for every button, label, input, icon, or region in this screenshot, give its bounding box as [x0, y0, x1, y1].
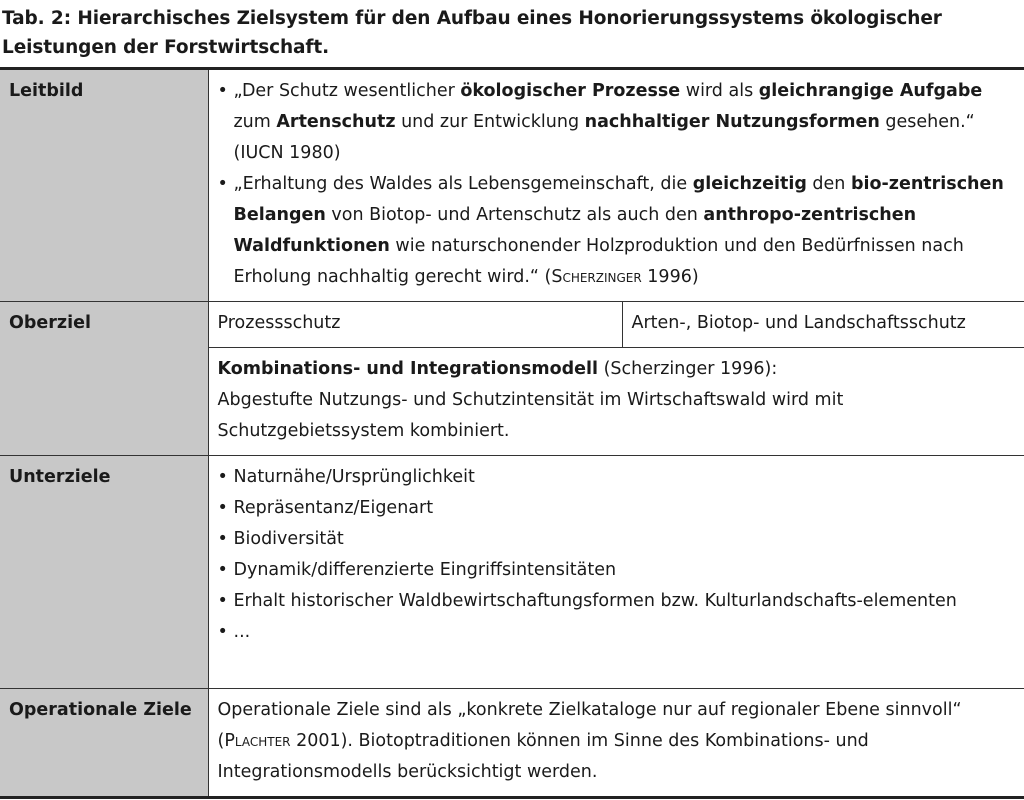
text-segment: 2001). Biotoptraditionen können im Sinne des Kombinations- und Integrationsmodells berücksichtigt werden.	[217, 731, 869, 782]
text-segment: und zur Entwicklung	[395, 112, 585, 132]
leitbild-bullet	[218, 76, 1017, 169]
unterziele-bullet-list	[218, 462, 1017, 648]
unterziele-content	[208, 456, 1024, 689]
row-label-leitbild: Leitbild	[0, 69, 208, 302]
model-description: Abgestufte Nutzungs- und Schutzintensität im Wirtschaftswald wird mit Schutzgebietssystem kombiniert.	[217, 390, 844, 441]
oberziel-prozessschutz: Prozessschutz	[208, 302, 622, 348]
emphasis-text: nachhaltiger Nutzungsformen	[584, 112, 880, 132]
leitbild-content	[208, 69, 1024, 302]
table-row-leitbild	[0, 69, 1024, 302]
text-segment: gesehen.“ (IUCN 1980)	[233, 112, 975, 163]
table-row-operationale	[0, 689, 1024, 798]
oberziel-artenschutz: Arten-, Biotop- und Landschaftsschutz	[622, 302, 1024, 348]
author-name: Plachter	[224, 731, 291, 751]
row-label-operationale: Operationale Ziele	[0, 689, 208, 798]
text-segment: 1996)	[641, 267, 699, 287]
emphasis-text: gleichzeitig	[692, 174, 807, 194]
unterziel-item: • Erhalt historischer Waldbewirtschaftungsformen bzw. Kulturlandschafts-elementen	[218, 586, 1017, 617]
table-row-oberziel-top	[0, 302, 1024, 348]
emphasis-text: gleichrangige Aufgabe	[758, 81, 983, 101]
unterziel-item: • Naturnähe/Ursprünglichkeit	[218, 462, 1017, 493]
emphasis-text: bio-zentrischen Belangen	[233, 174, 1004, 225]
emphasis-text: ökologischer Prozesse	[460, 81, 681, 101]
text-segment: „Der Schutz wesentlicher	[233, 81, 461, 101]
text-segment: den	[806, 174, 851, 194]
author-name: Scherzinger	[551, 267, 642, 287]
text-segment: wird als	[680, 81, 759, 101]
model-reference: (Scherzinger 1996):	[598, 359, 778, 379]
text-segment: wie naturschonender Holzproduktion und den Bedürfnissen nach Erholung nachhaltig gerecht wird.“ (	[233, 236, 964, 287]
table-row-unterziele	[0, 456, 1024, 689]
operationale-content	[208, 689, 1024, 798]
model-title: Kombinations- und Integrationsmodell	[217, 359, 599, 379]
text-segment: zum	[233, 112, 277, 132]
row-label-oberziel: Oberziel	[0, 302, 208, 456]
text-segment: von Biotop- und Artenschutz als auch den	[325, 205, 704, 225]
unterziel-item: • ...	[218, 617, 1017, 648]
text-segment: „Erhaltung des Waldes als Lebensgemeinschaft, die	[233, 174, 693, 194]
leitbild-bullet-list	[218, 76, 1017, 293]
row-label-unterziele: Unterziele	[0, 456, 208, 689]
emphasis-text: Artenschutz	[276, 112, 396, 132]
unterziel-item: • Biodiversität	[218, 524, 1017, 555]
table-caption: Tab. 2: Hierarchisches Zielsystem für den Aufbau eines Honorierungssystems ökologischer Leistungen der Forstwirtschaft.	[2, 8, 942, 58]
emphasis-text: anthropo-zentrischen Waldfunktionen	[233, 205, 917, 256]
text-segment: Operationale Ziele sind als „konkrete Zielkataloge nur auf regionaler Ebene sinnvoll“ (	[217, 700, 962, 751]
unterziel-item: • Repräsentanz/Eigenart	[218, 493, 1017, 524]
oberziel-model-cell	[208, 348, 1024, 456]
leitbild-bullet	[218, 169, 1017, 293]
goal-system-table	[0, 67, 1024, 799]
unterziel-item: • Dynamik/differenzierte Eingriffsintensitäten	[218, 555, 1017, 586]
